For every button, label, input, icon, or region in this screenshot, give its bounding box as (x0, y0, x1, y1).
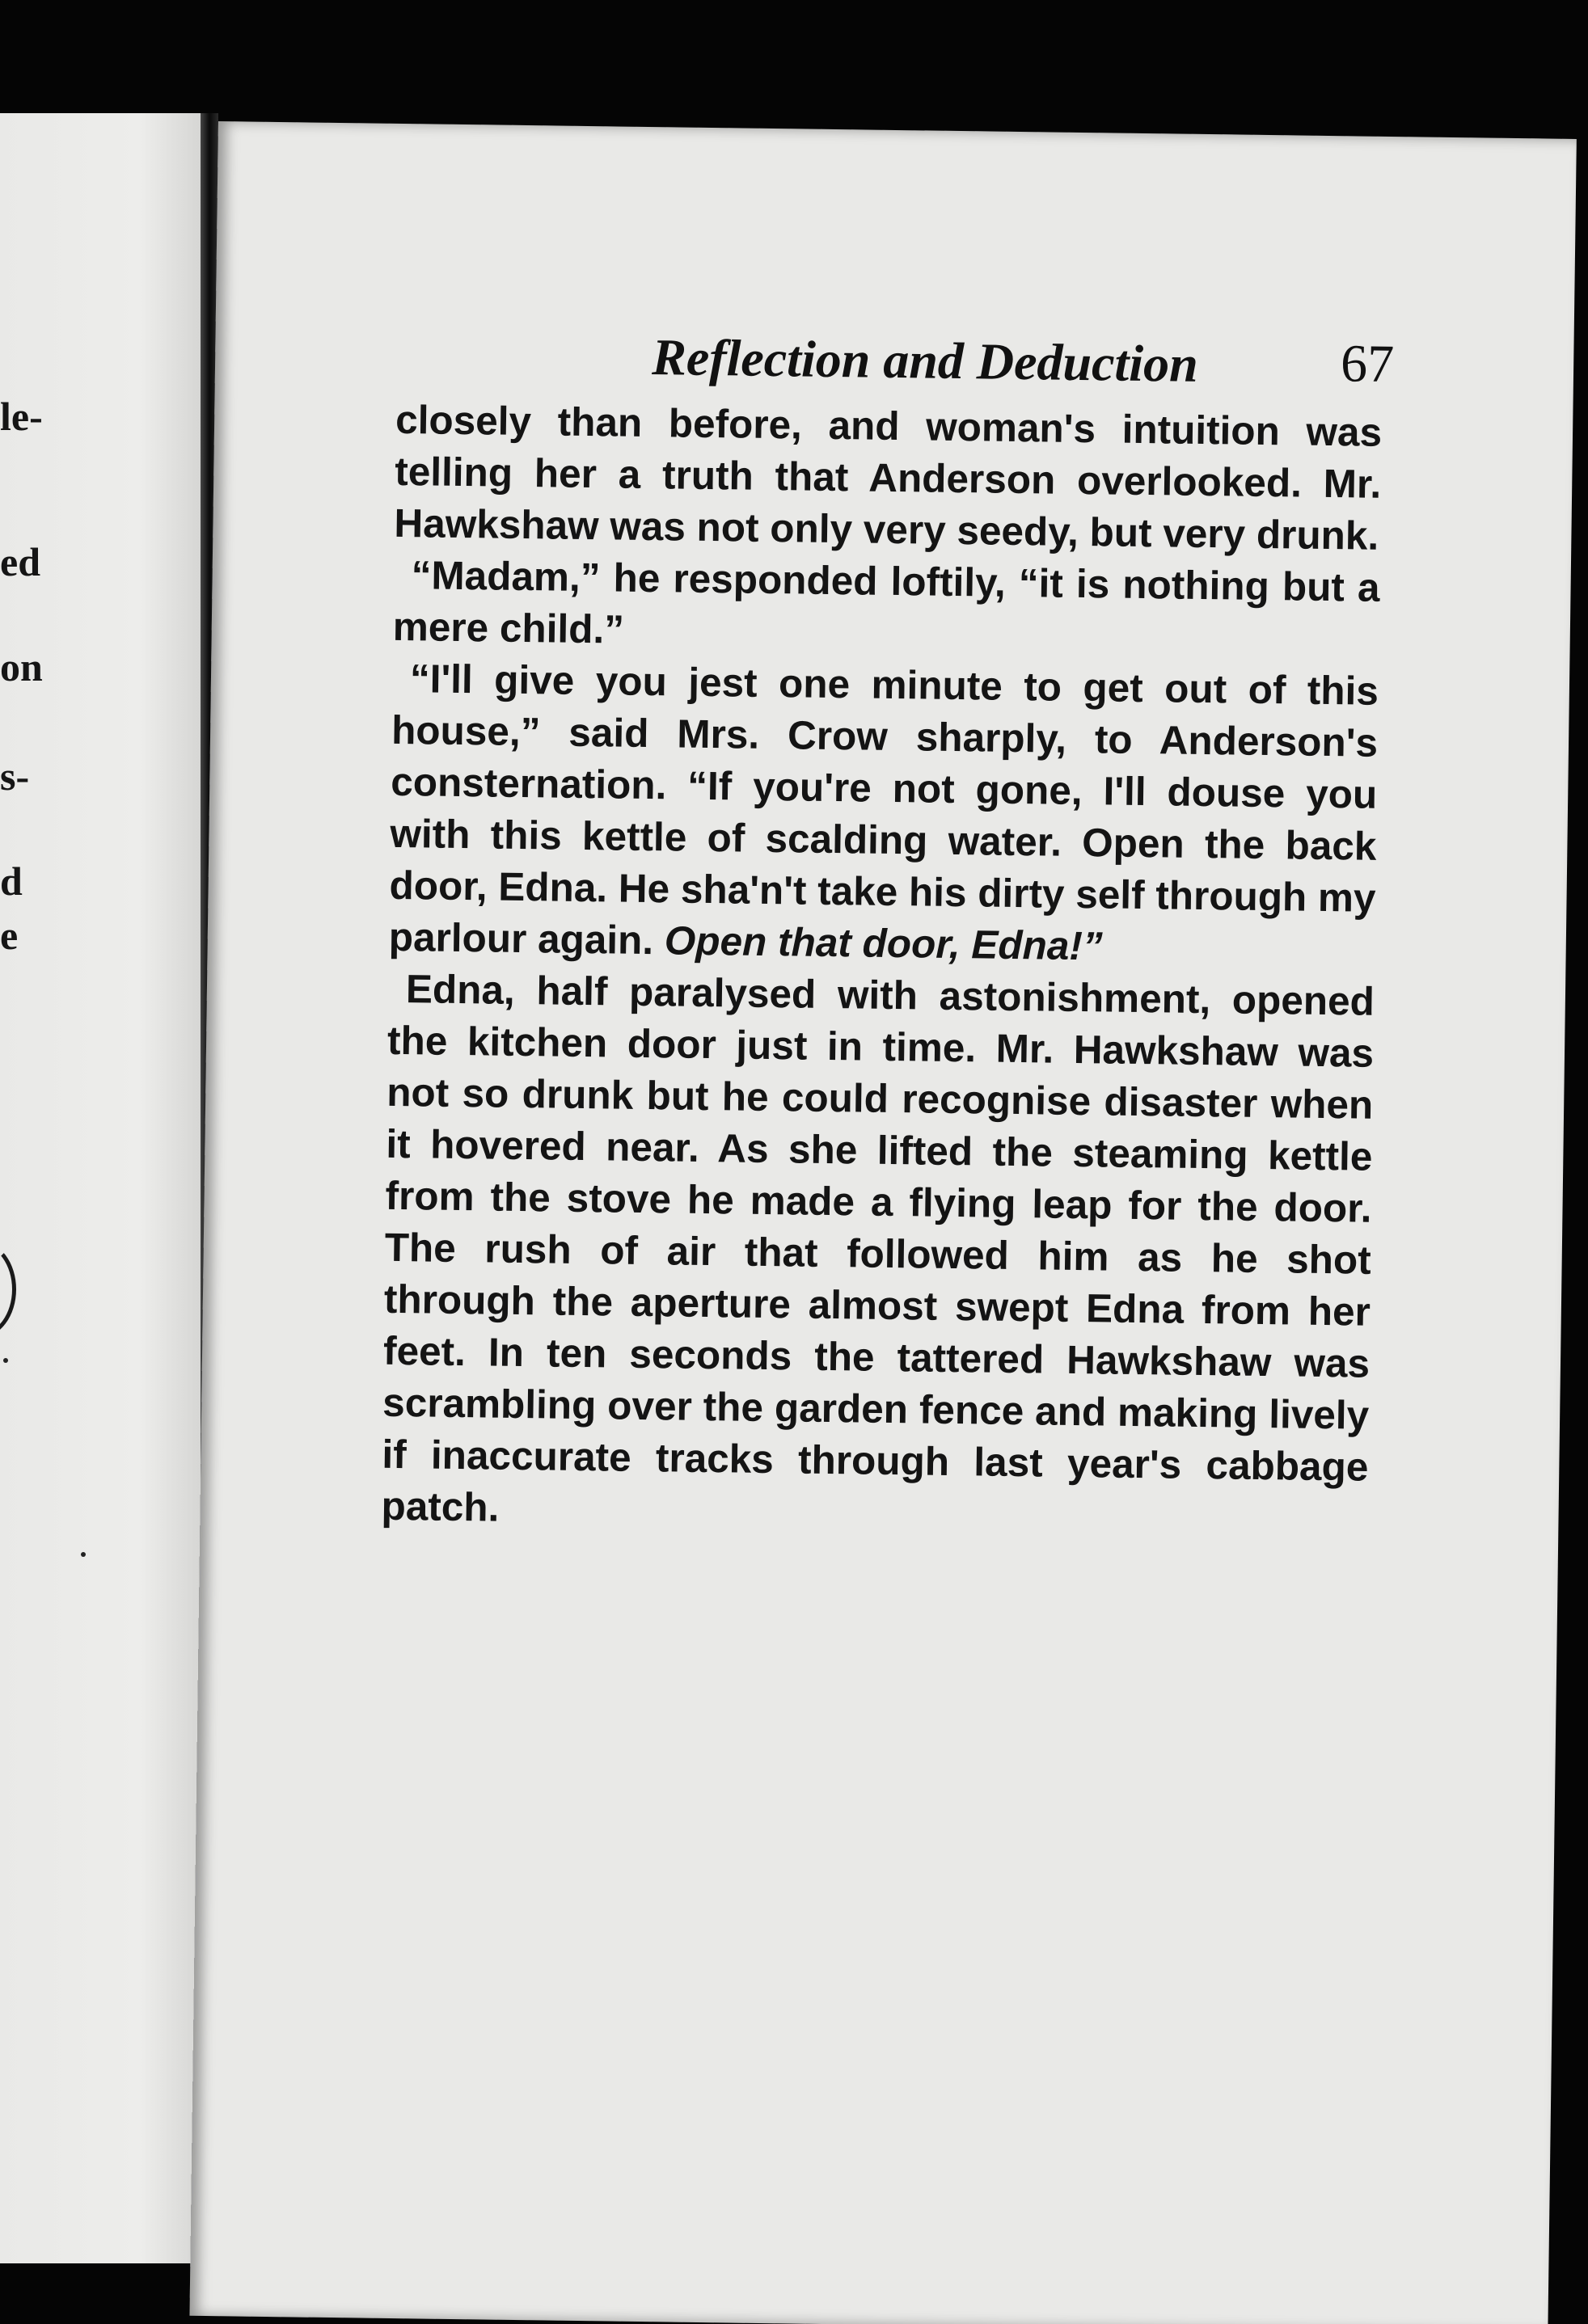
emphasized-text: Open that door, Edna!” (664, 918, 1103, 969)
left-text-fragment: e (0, 913, 19, 958)
paragraph: “Madam,” he responded loftily, “it is nothing but a mere child.” (392, 553, 1380, 652)
left-text-fragment: ed (0, 539, 40, 584)
page-number: 67 (1340, 334, 1395, 394)
paragraph: closely than before, and woman's intuition was telling her a truth that Anderson overlooked. Mr. Hawkshaw was not only very seedy, but very drunk. (394, 397, 1383, 559)
paragraph: Edna, half paralysed with astonishment, opened the kitchen door just in time. Mr. Hawkshaw was not so drunk but he could recognise disaster when it hovered near. As she lifted the steaming kettle from the stove he made a flying leap for the door. The rush of air that followed him as he shot through the aperture almost swept Edna from her feet. In ten seconds the tattered Hawkshaw was scrambling over the garden fence and making lively if inaccurate tracks through last year's cabbage patch. (381, 967, 1375, 1530)
ink-speck (81, 1552, 86, 1557)
body-text (381, 394, 1382, 1546)
paragraph-text: “I'll give you jest one minute to get out of this house,” said Mrs. Crow sharply, to Anderson's consternation. “If you're not gone, I'll douse you with this kettle of scalding water. Open the back door, Edna. He sha'n't take his dirty self through my parlour again. (388, 656, 1379, 964)
left-text-fragment: on (0, 644, 43, 690)
book-page (189, 121, 1576, 2324)
running-head: Reflection and Deduction (651, 328, 1199, 393)
left-text-fragment: le- (0, 394, 43, 439)
left-text-fragment: s- (0, 753, 30, 799)
previous-page-fragment (0, 113, 201, 2263)
paragraph (388, 653, 1379, 976)
left-text-fragment: d (0, 858, 23, 904)
left-glyph-fragment (0, 1241, 16, 1338)
ink-speck (3, 1358, 8, 1363)
